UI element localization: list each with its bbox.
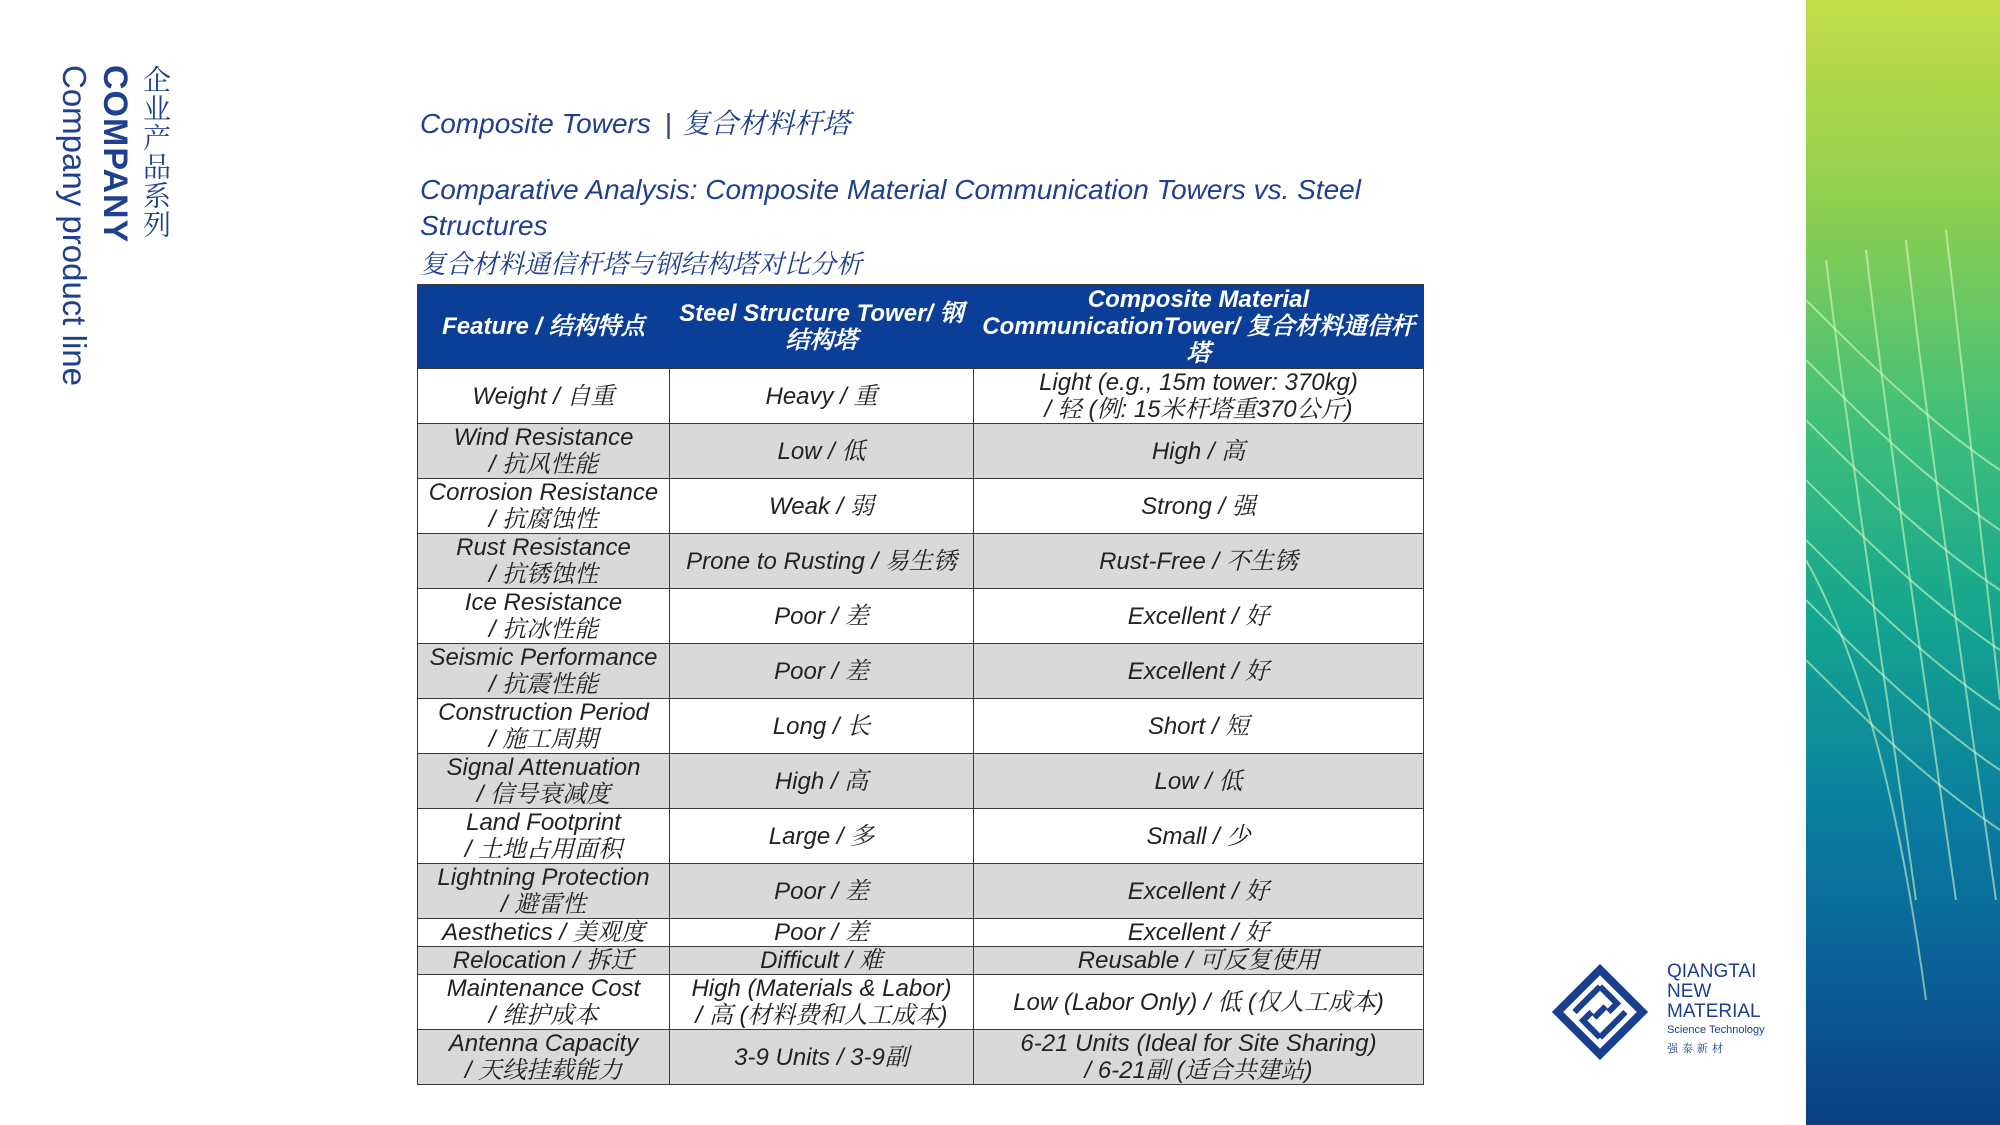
cell-text: Prone to Rusting / 易生锈	[686, 547, 957, 575]
cell-feature	[418, 644, 670, 699]
cell-text: Weak / 弱	[769, 492, 874, 520]
cell-text: Reusable / 可反复使用	[1077, 947, 1320, 974]
cell-text: Large / 多	[768, 822, 875, 850]
table-row	[418, 534, 1424, 589]
cell-composite	[974, 424, 1424, 479]
cell-text: 3-9 Units / 3-9副	[734, 1043, 909, 1071]
cell-text: Heavy / 重	[765, 382, 878, 410]
cell-text: Weight / 自重	[472, 382, 615, 410]
mesh-pattern	[1806, 0, 2000, 1125]
cell-text: Lightning Protection	[437, 864, 650, 891]
cell-text: Signal Attenuation	[446, 754, 641, 781]
cell-composite	[974, 369, 1424, 424]
cell-text: Corrosion Resistance	[428, 479, 659, 506]
column-header-text: Steel Structure Tower	[679, 299, 927, 327]
cell-composite	[974, 534, 1424, 589]
table-row	[418, 864, 1424, 919]
table-row	[418, 589, 1424, 644]
cell-text: Poor / 差	[774, 877, 869, 905]
cell-text: / 抗风性能	[488, 451, 599, 478]
cell-steel	[670, 864, 974, 919]
cell-text: Construction Period	[438, 699, 649, 726]
column-header	[974, 285, 1424, 369]
cell-text: / 天线挂载能力	[464, 1057, 623, 1084]
sidebar-label-zh: 企业产品系列	[140, 65, 171, 239]
decorative-mesh-panel	[1806, 0, 2000, 1125]
cell-steel	[670, 369, 974, 424]
cell-text: / 抗冰性能	[488, 616, 599, 643]
table-row	[418, 754, 1424, 809]
cell-text: Poor / 差	[774, 657, 869, 685]
cell-text: Long / 长	[772, 712, 871, 740]
cell-composite	[974, 589, 1424, 644]
cell-feature	[418, 589, 670, 644]
cell-steel	[670, 754, 974, 809]
cell-text: Poor / 差	[774, 602, 869, 630]
cell-steel	[670, 1030, 974, 1085]
comparison-table	[417, 284, 1424, 1085]
table-row	[418, 975, 1424, 1030]
cell-steel	[670, 534, 974, 589]
cell-text: Relocation / 拆迁	[452, 947, 635, 974]
table-row	[418, 699, 1424, 754]
cell-text: Aesthetics / 美观度	[442, 919, 645, 946]
cell-text: Rust Resistance	[456, 534, 631, 561]
cell-text: Excellent / 好	[1127, 877, 1270, 905]
cell-text: Excellent / 好	[1127, 657, 1270, 685]
cell-composite	[974, 699, 1424, 754]
column-header-text: / 钢结构塔	[785, 299, 964, 354]
cell-text: Ice Resistance	[464, 589, 623, 616]
cell-text: Poor / 差	[774, 919, 869, 946]
cell-steel	[670, 589, 974, 644]
cell-feature	[418, 975, 670, 1030]
cell-composite	[974, 975, 1424, 1030]
logo-chinese-name: 强泰新材	[1667, 1043, 1727, 1055]
cell-text: Low / 低	[777, 437, 866, 465]
cell-composite	[974, 919, 1424, 947]
logo-line-2: NEW	[1667, 981, 1712, 1002]
column-header-text: Composite Material Communication	[982, 286, 1310, 340]
cell-feature	[418, 369, 670, 424]
table-row	[418, 947, 1424, 975]
company-logo	[1552, 958, 1797, 1068]
cell-feature	[418, 699, 670, 754]
cell-text: Strong / 强	[1141, 492, 1256, 520]
cell-text: Land Footprint	[466, 809, 621, 836]
cell-text: Short / 短	[1147, 712, 1250, 740]
table-row	[418, 809, 1424, 864]
cell-text: / 维护成本	[488, 1002, 599, 1029]
cell-composite	[974, 479, 1424, 534]
logo-line-3: MATERIAL	[1667, 1001, 1761, 1022]
cell-text: / 避雷性	[500, 891, 587, 918]
title-separator: |	[664, 108, 673, 139]
page-title-en: Comparative Analysis: Composite Material Communication Towers vs. Steel Structures	[420, 174, 1361, 241]
cell-feature	[418, 809, 670, 864]
cell-text: Low (Labor Only) / 低 (仅人工成本)	[1013, 988, 1384, 1016]
cell-composite	[974, 947, 1424, 975]
section-title	[420, 102, 850, 142]
cell-text: Excellent / 好	[1127, 919, 1270, 946]
cell-text: 6-21 Units (Ideal for Site Sharing)	[1020, 1030, 1377, 1057]
table-row	[418, 1030, 1424, 1085]
cell-text: High (Materials & Labor)	[691, 975, 952, 1002]
cell-feature	[418, 754, 670, 809]
cell-steel	[670, 919, 974, 947]
cell-text: Excellent / 好	[1127, 602, 1270, 630]
cell-text: / 抗腐蚀性	[488, 506, 599, 533]
column-header-text: / 复合材料通信杆塔	[1186, 313, 1415, 367]
cell-steel	[670, 644, 974, 699]
logo-mark-icon	[1552, 964, 1648, 1060]
table-row	[418, 919, 1424, 947]
cell-composite	[974, 809, 1424, 864]
cell-text: Small / 少	[1146, 822, 1251, 850]
cell-text: / 信号衰减度	[476, 781, 611, 808]
column-header-text: Tower	[1163, 313, 1234, 340]
logo-tagline: Science Technology	[1667, 1024, 1765, 1036]
cell-steel	[670, 479, 974, 534]
cell-text: Seismic Performance	[429, 644, 658, 671]
vertical-section-label	[55, 65, 175, 485]
sidebar-label-product-line: Company product line	[56, 65, 93, 387]
cell-steel	[670, 975, 974, 1030]
table-row	[418, 644, 1424, 699]
table-row	[418, 369, 1424, 424]
column-header	[418, 285, 670, 369]
cell-text: / 轻 (例: 15米杆塔重370公斤)	[1044, 396, 1353, 423]
cell-composite	[974, 1030, 1424, 1085]
page-title-zh: 复合材料通信杆塔与钢结构塔对比分析	[420, 249, 863, 279]
table-row	[418, 424, 1424, 479]
cell-feature	[418, 947, 670, 975]
cell-feature	[418, 864, 670, 919]
cell-feature	[418, 919, 670, 947]
cell-feature	[418, 1030, 670, 1085]
cell-text: / 6-21副 (适合共建站)	[1084, 1057, 1313, 1084]
cell-text: Difficult / 难	[760, 947, 883, 974]
cell-text: Rust-Free / 不生锈	[1099, 547, 1298, 575]
cell-text: Low / 低	[1154, 767, 1243, 795]
section-title-zh: 复合材料杆塔	[682, 108, 851, 139]
cell-composite	[974, 644, 1424, 699]
logo-wordmark	[1667, 962, 1761, 1022]
cell-feature	[418, 424, 670, 479]
column-header-text: Feature / 结构特点	[442, 313, 645, 340]
cell-steel	[670, 424, 974, 479]
cell-text: Antenna Capacity	[448, 1030, 639, 1057]
cell-text: / 施工周期	[488, 726, 599, 753]
column-header	[670, 285, 974, 369]
cell-steel	[670, 699, 974, 754]
table-header-row	[418, 285, 1424, 369]
cell-text: / 抗震性能	[488, 671, 599, 698]
section-title-en: Composite Towers	[420, 108, 651, 139]
cell-text: / 抗锈蚀性	[488, 561, 599, 588]
cell-composite	[974, 754, 1424, 809]
cell-text: / 高 (材料费和人工成本)	[695, 1002, 948, 1029]
cell-text: / 土地占用面积	[464, 836, 623, 863]
sidebar-label-company: COMPANY	[96, 65, 134, 244]
cell-text: High / 高	[774, 767, 869, 795]
logo-line-1: QIANGTAI	[1667, 961, 1757, 982]
cell-feature	[418, 479, 670, 534]
cell-text: Light (e.g., 15m tower: 370kg)	[1039, 369, 1358, 396]
cell-steel	[670, 947, 974, 975]
cell-text: High / 高	[1151, 437, 1246, 465]
cell-text: Maintenance Cost	[446, 975, 641, 1002]
cell-text: Wind Resistance	[453, 424, 634, 451]
cell-feature	[418, 534, 670, 589]
cell-composite	[974, 864, 1424, 919]
cell-steel	[670, 809, 974, 864]
table-row	[418, 479, 1424, 534]
